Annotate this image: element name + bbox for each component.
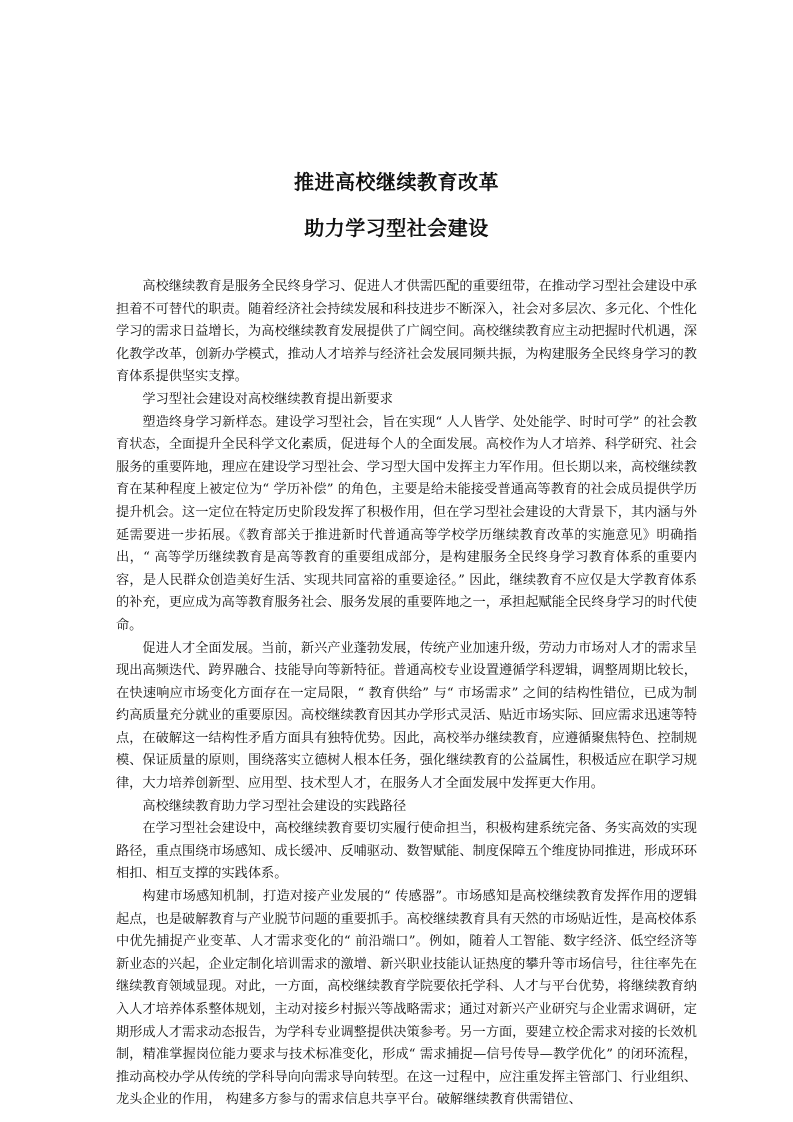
paragraph-practice-overview: 在学习型社会建设中，高校继续教育要切实履行使命担当，积极构建系统完备、务实高效的实现路径，重点围绕市场感知、成长缓冲、反哺驱动、数智赋能、制度保障五个维度协同推进，形成环环相扣、相互支撑的实践体系。 (116, 821, 697, 882)
paragraph-intro: 高校继续教育是服务全民终身学习、促进人才供需匹配的重要纽带，在推动学习型社会建设中承担着不可替代的职责。随着经济社会持续发展和科技进步不断深入，社会对多层次、多元化、个性化学习的需求日益增长，为高校继续教育发展提供了广阔空间。高校继续教育应主动把握时代机遇，深化教学改革，创新办学模式，推动人才培养与经济社会发展同频共振，为构建服务全民终身学习的教育体系提供坚实支撑。 (116, 279, 697, 385)
section-heading-new-requirements: 学习型社会建设对高校继续教育提出新要求 (142, 391, 393, 407)
paragraph-lifelong-learning: 塑造终身学习新样态。建设学习型社会，旨在实现“ 人人皆学、处处能学、时时可学” 的社会教育状态，全面提升全民科学文化素质，促进每个人的全面发展。高校作为人才培养、科学研究、社会服务的重要阵地，理应在建设学习型社会、学习型大国中发挥主力军作用。但长期以来，高校继续教育在某种程度上被定位为“ 学历补偿” 的角色，主要是给未能接受普通高等教育的社会成员提供学历提升机会。这一定位在特定历史阶段发挥了积极作用，但在学习型社会建设的大背景下，其内涵与外延需要进一步拓展。《教育部关于推进新时代普通高等学校学历继续教育改革的实施意见》明确指出，“ 高等学历继续教育是高等教育的重要组成部分，是构建服务全民终身学习教育体系的重要内容，是人民群众创造美好生活、实现共同富裕的重要途径。” 因此，继续教育不应仅是大学教育体系的补充，更应成为高等教育服务社会、服务发展的重要阵地之一，承担起赋能全民终身学习的时代使命。 (116, 414, 697, 633)
document-title-line-1: 推进高校继续教育改革 (294, 170, 499, 194)
paragraph-market-sensing: 构建市场感知机制，打造对接产业发展的“ 传感器”。市场感知是高校继续教育发挥作用的逻辑起点，也是破解教育与产业脱节问题的重要抓手。高校继续教育具有天然的市场贴近性，是高校体系中优先捕捉产业变革、人才需求变化的“ 前沿端口”。例如，随着人工智能、数字经济、低空经济等新业态的兴起，企业定制化培训需求的激增、新兴职业技能认证热度的攀升等市场信号，往往率先在继续教育领域显现。对此，一方面，高校继续教育学院要依托学科、人才与平台优势，将继续教育纳入人才培养体系整体规划，主动对接乡村振兴等战略需求；通过对新兴产业研究与企业需求调研，定期形成人才需求动态报告，为学科专业调整提供决策参考。另一方面，要建立校企需求对接的长效机制，精准掌握岗位能力要求与技术标准变化，形成“ 需求捕捉—信号传导—教学优化” 的闭环流程，推动高校办学从传统的学科导向向需求导向转型。在这一过程中，应注重发挥主管部门、行业组织、 龙头企业的作用， 构建多方参与的需求信息共享平台。破解继续教育供需错位、 (116, 889, 697, 1108)
document-body (116, 276, 697, 1112)
document-title-line-2: 助力学习型社会建设 (304, 216, 489, 240)
paragraph-talent-development: 促进人才全面发展。当前，新兴产业蓬勃发展，传统产业加速升级，劳动力市场对人才的需求呈现出高频迭代、跨界融合、技能导向等新特征。普通高校专业设置遵循学科逻辑，调整周期比较长，在快速响应市场变化方面存在一定局限，“ 教育供给” 与“ 市场需求” 之间的结构性错位，已成为制约高质量充分就业的重要原因。高校继续教育因其办学形式灵活、贴近市场实际、回应需求迅速等特点，在破解这一结构性矛盾方面具有独特优势。因此，高校举办继续教育，应遵循聚焦特色、控制规模、保证质量的原则，围绕落实立德树人根本任务，强化继续教育的公益属性，积极适应在职学习规律，大力培养创新型、应用型、技术型人才，在服务人才全面发展中发挥更大作用。 (116, 640, 697, 792)
section-heading-practice-path: 高校继续教育助力学习型社会建设的实践路径 (142, 798, 407, 814)
